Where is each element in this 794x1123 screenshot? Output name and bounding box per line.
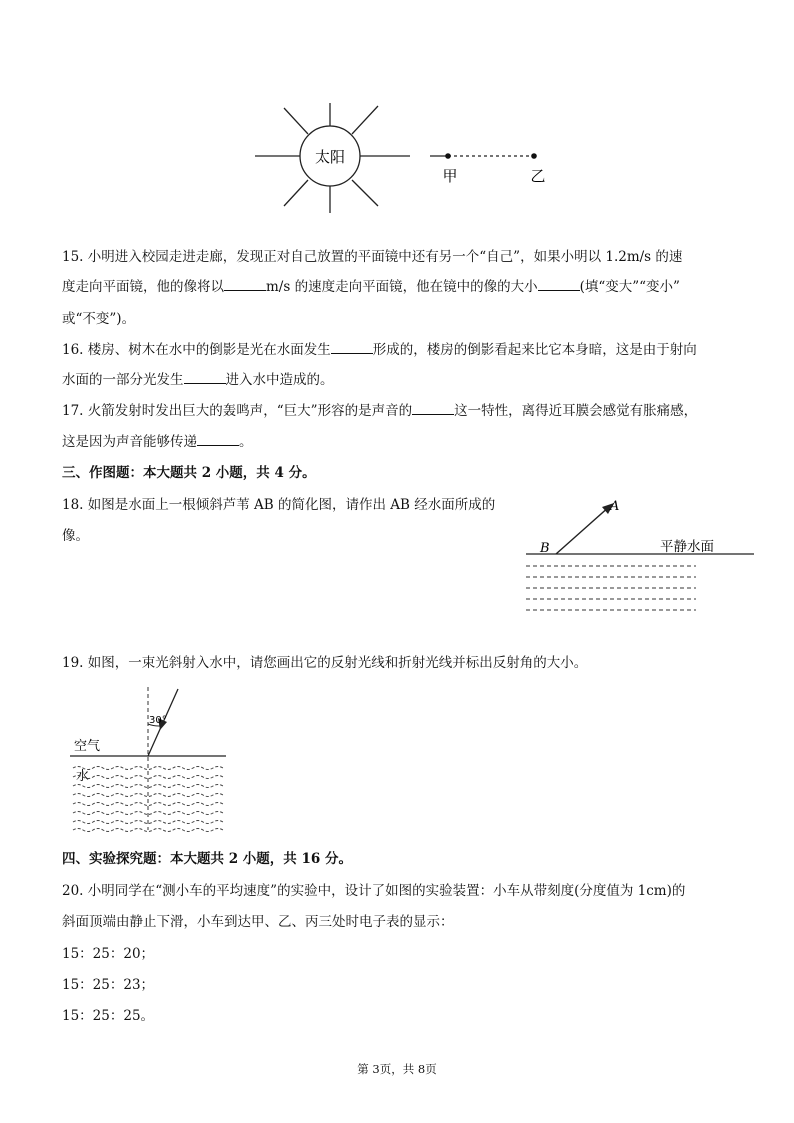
q20-time-2: 15：25：23； (62, 977, 155, 993)
q20-line1: 20. 小明同学在“测小车的平均速度”的实验中，设计了如图的实验装置：小车从带刻度(分度值为 1cm)的 (62, 883, 686, 899)
q17-text-c: 这是因为声音能够传递 (62, 434, 197, 450)
refraction-figure (68, 684, 228, 834)
water-dashes (526, 566, 696, 610)
q17-text-b: 这一特性，离得近耳膜会感觉有胀痛感， (454, 403, 698, 419)
reed-figure (520, 492, 760, 617)
q15-text-c: (填“变大”“变小” (579, 279, 680, 295)
q15-line3: 或“不变”)。 (62, 311, 136, 327)
q16-text-b: 形成的，楼房的倒影看起来比它本身暗，这是由于射向 (372, 342, 697, 358)
q15-text-a: 度走向平面镜，他的像将以 (62, 279, 224, 295)
q16-line1 (62, 341, 732, 359)
q17-line1 (62, 402, 732, 420)
q16-blank-1 (331, 341, 373, 354)
q20-time-1: 15：25：20； (62, 946, 155, 962)
q17-text-a: 17. 火箭发射时发出巨大的轰鸣声，“巨大”形容的是声音的 (62, 403, 413, 419)
label-jia: 甲 (442, 167, 458, 185)
section-4-heading: 四、实验探究题：本大题共 2 小题，共 16 分。 (62, 851, 352, 867)
q16-text-d: 进入水中造成的。 (225, 372, 334, 388)
section-3-heading: 三、作图题：本大题共 2 小题，共 4 分。 (62, 465, 316, 481)
q16-text-c: 水面的一部分光发生 (62, 372, 184, 388)
q20-time-3: 15：25：25。 (62, 1008, 155, 1024)
q16-line2 (62, 371, 732, 389)
q19-text: 19. 如图，一束光斜射入水中，请您画出它的反射光线和折射光线并标出反射角的大小。 (62, 655, 588, 671)
q18-line2: 像。 (62, 528, 89, 544)
q17-text-d: 。 (239, 434, 253, 450)
label-water-surface: 平静水面 (660, 539, 714, 555)
label-a: A (610, 499, 620, 514)
q16-blank-2 (184, 371, 226, 384)
reed-ab (556, 506, 610, 554)
q15-blank-2 (538, 278, 580, 291)
q15-line1: 15. 小明进入校园走进走廊，发现正对自己放置的平面镜中还有另一个“自己”，如果小明以 1.2m/s 的速 (62, 249, 683, 265)
angle-label: 30° (149, 715, 167, 726)
point-jia (445, 153, 451, 159)
label-air: 空气 (74, 739, 101, 754)
label-yi: 乙 (530, 167, 546, 185)
q16-text-a: 16. 楼房、树木在水中的倒影是光在水面发生 (62, 342, 331, 358)
q15-line2 (62, 278, 732, 296)
q15-text-b: m/s 的速度走向平面镜，他在镜中的像的大小 (266, 279, 538, 295)
q15-blank-1 (224, 278, 266, 291)
point-yi (531, 153, 537, 159)
label-b: B (540, 541, 550, 556)
q20-line2: 斜面顶端由静止下滑，小车到达甲、乙、丙三处时电子表的显示： (62, 914, 454, 930)
q17-line2 (62, 433, 732, 451)
sun-label: 太阳 (314, 148, 346, 166)
q17-blank-2 (197, 433, 239, 446)
q18-line1: 18. 如图是水面上一根倾斜芦苇 AB 的简化图，请作出 AB 经水面所成的 (62, 497, 496, 513)
sun-figure (250, 98, 550, 218)
page-footer: 第 3页，共 8页 (357, 1062, 437, 1076)
label-water: 水 (76, 769, 90, 784)
q17-blank-1 (412, 402, 454, 415)
